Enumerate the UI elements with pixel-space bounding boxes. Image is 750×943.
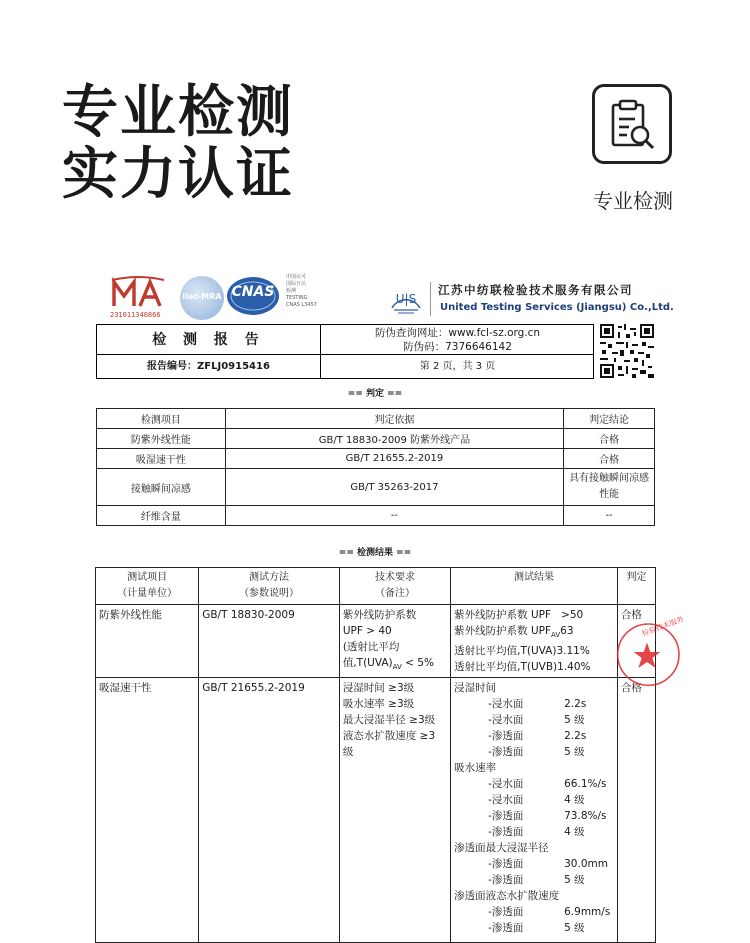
cma-logo [110, 276, 166, 310]
cnas-small-line: 中国认可 [286, 274, 307, 280]
result-key: -渗透面 [488, 730, 524, 743]
requirement-line: 浸湿时间 ≥3级 [342, 682, 415, 695]
result-value: 4 级 [564, 826, 585, 839]
table-header-cell [96, 568, 199, 605]
table-header-cell: 检测项目 [97, 409, 226, 429]
result-key: -浸水面 [488, 794, 524, 807]
result-line [454, 607, 614, 623]
result-line [454, 872, 614, 888]
report-number: 报告编号：ZFLJ0915416 [97, 355, 321, 379]
header-line: 测试结果 [514, 572, 555, 583]
subscript: AV [392, 663, 402, 672]
report-title: 检 测 报 告 [97, 325, 321, 355]
result-key: -浸水面 [488, 698, 524, 711]
requirement-line: 紫外线防护系数 [342, 609, 417, 621]
item-cell: 防紫外线性能 [97, 429, 226, 449]
requirement-text: < 5% [405, 657, 434, 669]
result-label: 紫外线防护系数 UPF [454, 609, 552, 621]
basis-cell: GB/T 18830-2009 防紫外线产品 [225, 429, 563, 449]
anti-fake-url: 防伪查询网址：www.fcl-sz.org.cn [374, 327, 541, 339]
result-cell [451, 678, 618, 943]
result-group-title: 渗透面液态水扩散速度 [454, 890, 560, 903]
result-line [454, 920, 614, 936]
result-line [454, 643, 614, 659]
result-value: 66.1%/s [564, 778, 607, 791]
company-name-en: United Testing Services (Jiangsu) Co.,Ltd. [440, 302, 674, 313]
basis-cell: GB/T 21655.2-2019 [225, 449, 563, 469]
header-line: （计量单位） [117, 588, 178, 599]
uts-logo [386, 278, 426, 318]
result-key: -渗透面 [488, 746, 524, 759]
table-row [97, 429, 655, 449]
page-indicator: 第 2 页，共 3 页 [419, 361, 496, 372]
logo-bar [110, 274, 674, 324]
report-search-icon [607, 97, 657, 153]
basis-cell: -- [225, 506, 563, 526]
method-cell: GB/T 18830-2009 [199, 605, 340, 678]
result-line [454, 659, 614, 675]
result-line [454, 696, 614, 712]
method-cell: GB/T 21655.2-2019 [199, 678, 340, 943]
hero-line-2: 实力认证 [62, 142, 294, 207]
verdict-cell: 合格 [617, 605, 655, 678]
result-value: 73.8%/s [564, 810, 607, 823]
requirement-cell [339, 678, 450, 943]
result-cell [451, 605, 618, 678]
item-cell: 吸湿速干性 [96, 678, 199, 943]
result-key: -渗透面 [488, 826, 524, 839]
result-group-title: 浸湿时间 [454, 682, 497, 695]
result-key: -渗透面 [488, 810, 524, 823]
table-row [97, 506, 655, 526]
result-value: 2.2s [564, 698, 587, 711]
result-cell: 具有接触瞬间凉感性能 [564, 469, 655, 506]
result-value: 4 级 [564, 794, 585, 807]
cnas-small-line: CNAS L3457 [286, 302, 317, 308]
cnas-small-text [286, 274, 317, 309]
report-search-badge [592, 84, 672, 164]
ilac-text: ilac-MRA [182, 292, 222, 301]
table-header-cell [339, 568, 450, 605]
item-cell: 吸湿速干性 [97, 449, 226, 469]
result-value: 6.9mm/s [564, 906, 611, 919]
result-label: 紫外线防护系数 UPF [454, 625, 552, 637]
judgement-table [96, 408, 655, 526]
cma-number: 231011340866 [110, 311, 161, 319]
table-row [96, 605, 656, 678]
cnas-small-line: 国际互认 [286, 281, 307, 287]
result-cell: -- [564, 506, 655, 526]
table-header-cell: 判定依据 [225, 409, 563, 429]
result-line [454, 808, 614, 824]
anti-fake-code: 防伪码：7376646142 [403, 341, 512, 353]
header-line: 测试项目 [127, 572, 168, 583]
hero-line-1: 专业检测 [62, 80, 294, 145]
result-key: -渗透面 [488, 922, 524, 935]
result-label: 透射比平均值,T(UVA) [454, 645, 557, 658]
header-line: 技术要求 [374, 572, 415, 583]
result-line [454, 744, 614, 760]
result-label: 透射比平均值,T(UVB) [454, 661, 558, 674]
result-group-title: 吸水速率 [454, 762, 497, 775]
svg-text:U|S: U|S [395, 292, 417, 306]
requirement-line: 吸水速率 ≥3级 [342, 698, 415, 711]
result-key: -渗透面 [488, 906, 524, 919]
anti-fake-info [321, 325, 594, 355]
requirement-line: 最大浸湿半径 ≥3级 [342, 714, 436, 727]
requirement-text: 值,T(UVA) [342, 657, 393, 669]
header-line: 测试方法 [249, 572, 290, 583]
result-value: 1.40% [557, 661, 591, 674]
result-cell: 合格 [564, 429, 655, 449]
cnas-small-line: 检测 [286, 288, 297, 294]
item-cell: 接触瞬间凉感 [97, 469, 226, 506]
result-line [454, 712, 614, 728]
company-divider [430, 282, 431, 316]
table-header-row [96, 568, 656, 605]
header-line: 判定 [626, 572, 647, 583]
result-line [454, 856, 614, 872]
result-value: 30.0mm [564, 858, 608, 871]
requirement-line: 级 [342, 746, 354, 759]
result-value: 63 [560, 625, 574, 637]
result-value: 5 级 [564, 922, 585, 935]
stamp-text: 检验技术服务 [640, 614, 686, 638]
result-key: -渗透面 [488, 874, 524, 887]
badge-label: 专业检测 [593, 189, 673, 213]
table-row [96, 678, 656, 943]
result-key: -浸水面 [488, 778, 524, 791]
requirement-line [343, 655, 447, 675]
result-value: 2.2s [564, 730, 587, 743]
report-header [96, 324, 594, 379]
result-group-title: 渗透面最大浸湿半径 [454, 842, 549, 855]
result-value: >50 [561, 609, 584, 621]
result-line [454, 776, 614, 792]
result-line [454, 792, 614, 808]
company-name-cn: 江苏中纺联检验技术服务有限公司 [438, 283, 633, 297]
ilac-logo [180, 276, 224, 320]
requirement-cell [339, 605, 450, 678]
result-line [454, 728, 614, 744]
requirement-line: 液态水扩散速度 ≥3 [342, 730, 436, 743]
cnas-text: CNAS [231, 284, 275, 300]
verdict-cell: 合格 [617, 678, 655, 943]
table-header-row [97, 409, 655, 429]
requirement-line: (透射比平均 [342, 641, 400, 653]
table-header-cell: 判定结论 [564, 409, 655, 429]
result-line [454, 824, 614, 840]
result-value: 5 级 [564, 874, 585, 887]
result-line [454, 623, 614, 643]
result-key: -浸水面 [488, 714, 524, 727]
header-line: （参数说明） [239, 588, 300, 599]
inspection-stamp-icon [615, 596, 686, 716]
result-value: 5 级 [564, 746, 585, 759]
subscript: AV [551, 631, 561, 640]
result-cell: 合格 [564, 449, 655, 469]
table-row [97, 469, 655, 506]
table-row [97, 449, 655, 469]
results-table [95, 567, 656, 943]
result-value: 5 级 [564, 714, 585, 727]
hero-title [62, 82, 294, 206]
item-cell: 纤维含量 [97, 506, 226, 526]
basis-cell: GB/T 35263-2017 [225, 469, 563, 506]
table-header-cell [199, 568, 340, 605]
header-line: （备注） [374, 588, 415, 599]
cnas-small-line: TESTING [286, 295, 308, 301]
result-line [454, 904, 614, 920]
table-header-cell [451, 568, 618, 605]
results-section-title: == 检测结果 == [338, 548, 412, 558]
result-key: -渗透面 [488, 858, 524, 871]
judgement-section-title: == 判定 == [347, 389, 403, 399]
requirement-line: UPF > 40 [342, 625, 392, 637]
item-cell: 防紫外线性能 [96, 605, 199, 678]
qr-code-icon [600, 324, 654, 378]
result-value: 3.11% [556, 645, 590, 658]
